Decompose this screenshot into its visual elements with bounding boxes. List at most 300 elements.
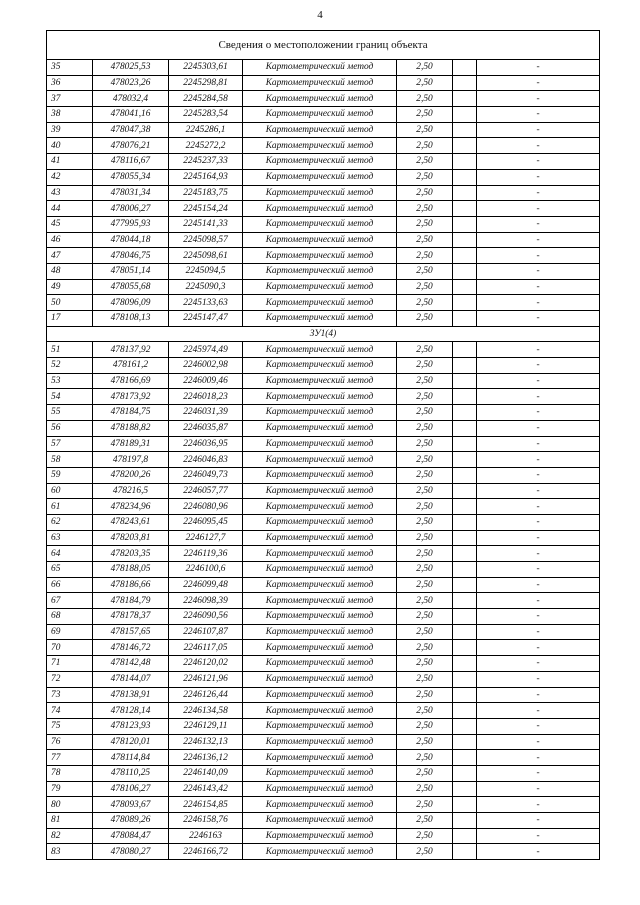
accuracy-cell: 2,50 — [397, 342, 453, 358]
x-coordinate-cell: 478080,27 — [93, 844, 169, 860]
point-number-cell: 50 — [47, 295, 93, 311]
table-title: Сведения о местоположении границ объекта — [47, 31, 600, 60]
description-cell: - — [477, 342, 600, 358]
point-number-cell: 83 — [47, 844, 93, 860]
y-coordinate-cell: 2245283,54 — [169, 107, 243, 123]
y-coordinate-cell: 2246127,7 — [169, 530, 243, 546]
y-coordinate-cell: 2245141,33 — [169, 216, 243, 232]
accuracy-cell: 2,50 — [397, 483, 453, 499]
description-cell: - — [477, 499, 600, 515]
empty-cell — [453, 420, 477, 436]
method-cell: Картометрический метод — [243, 60, 397, 76]
y-coordinate-cell: 2246154,85 — [169, 797, 243, 813]
empty-cell — [453, 593, 477, 609]
x-coordinate-cell: 478114,84 — [93, 750, 169, 766]
accuracy-cell: 2,50 — [397, 656, 453, 672]
accuracy-cell: 2,50 — [397, 122, 453, 138]
empty-cell — [453, 60, 477, 76]
description-cell: - — [477, 122, 600, 138]
table-row — [47, 216, 600, 232]
empty-cell — [453, 169, 477, 185]
method-cell: Картометрический метод — [243, 216, 397, 232]
empty-cell — [453, 342, 477, 358]
description-cell: - — [477, 797, 600, 813]
x-coordinate-cell: 478142,48 — [93, 656, 169, 672]
point-number-cell: 41 — [47, 154, 93, 170]
table-row — [47, 797, 600, 813]
description-cell: - — [477, 311, 600, 327]
x-coordinate-cell: 478234,96 — [93, 499, 169, 515]
x-coordinate-cell: 478178,37 — [93, 609, 169, 625]
table-row — [47, 514, 600, 530]
table-row — [47, 703, 600, 719]
method-cell: Картометрический метод — [243, 750, 397, 766]
x-coordinate-cell: 478116,67 — [93, 154, 169, 170]
method-cell: Картометрический метод — [243, 279, 397, 295]
x-coordinate-cell: 478106,27 — [93, 781, 169, 797]
description-cell: - — [477, 436, 600, 452]
y-coordinate-cell: 2245094,5 — [169, 263, 243, 279]
empty-cell — [453, 562, 477, 578]
x-coordinate-cell: 478031,34 — [93, 185, 169, 201]
point-number-cell: 63 — [47, 530, 93, 546]
accuracy-cell: 2,50 — [397, 75, 453, 91]
method-cell: Картометрический метод — [243, 420, 397, 436]
description-cell: - — [477, 467, 600, 483]
x-coordinate-cell: 478128,14 — [93, 703, 169, 719]
empty-cell — [453, 656, 477, 672]
description-cell: - — [477, 75, 600, 91]
table-title-row — [47, 31, 600, 60]
y-coordinate-cell: 2245147,47 — [169, 311, 243, 327]
empty-cell — [453, 781, 477, 797]
method-cell: Картометрический метод — [243, 813, 397, 829]
accuracy-cell: 2,50 — [397, 201, 453, 217]
method-cell: Картометрический метод — [243, 765, 397, 781]
accuracy-cell: 2,50 — [397, 60, 453, 76]
description-cell: - — [477, 201, 600, 217]
point-number-cell: 68 — [47, 609, 93, 625]
description-cell: - — [477, 577, 600, 593]
accuracy-cell: 2,50 — [397, 593, 453, 609]
empty-cell — [453, 311, 477, 327]
accuracy-cell: 2,50 — [397, 562, 453, 578]
x-coordinate-cell: 478006,27 — [93, 201, 169, 217]
point-number-cell: 77 — [47, 750, 93, 766]
description-cell: - — [477, 373, 600, 389]
y-coordinate-cell: 2245298,81 — [169, 75, 243, 91]
table-row — [47, 765, 600, 781]
table-row — [47, 420, 600, 436]
description-cell: - — [477, 107, 600, 123]
empty-cell — [453, 436, 477, 452]
point-number-cell: 43 — [47, 185, 93, 201]
y-coordinate-cell: 2246120,02 — [169, 656, 243, 672]
method-cell: Картометрический метод — [243, 358, 397, 374]
empty-cell — [453, 546, 477, 562]
point-number-cell: 45 — [47, 216, 93, 232]
x-coordinate-cell: 478120,01 — [93, 734, 169, 750]
empty-cell — [453, 452, 477, 468]
point-number-cell: 49 — [47, 279, 93, 295]
accuracy-cell: 2,50 — [397, 420, 453, 436]
table-row — [47, 844, 600, 860]
table-row — [47, 577, 600, 593]
y-coordinate-cell: 2246136,12 — [169, 750, 243, 766]
y-coordinate-cell: 2245284,58 — [169, 91, 243, 107]
point-number-cell: 70 — [47, 640, 93, 656]
description-cell: - — [477, 765, 600, 781]
accuracy-cell: 2,50 — [397, 436, 453, 452]
method-cell: Картометрический метод — [243, 373, 397, 389]
accuracy-cell: 2,50 — [397, 844, 453, 860]
point-number-cell: 81 — [47, 813, 93, 829]
y-coordinate-cell: 2245974,49 — [169, 342, 243, 358]
x-coordinate-cell: 478044,18 — [93, 232, 169, 248]
method-cell: Картометрический метод — [243, 122, 397, 138]
method-cell: Картометрический метод — [243, 169, 397, 185]
y-coordinate-cell: 2245286,1 — [169, 122, 243, 138]
point-number-cell: 54 — [47, 389, 93, 405]
accuracy-cell: 2,50 — [397, 609, 453, 625]
empty-cell — [453, 640, 477, 656]
x-coordinate-cell: 478055,34 — [93, 169, 169, 185]
empty-cell — [453, 185, 477, 201]
point-number-cell: 76 — [47, 734, 93, 750]
table-row — [47, 452, 600, 468]
description-cell: - — [477, 562, 600, 578]
empty-cell — [453, 279, 477, 295]
empty-cell — [453, 687, 477, 703]
empty-cell — [453, 813, 477, 829]
y-coordinate-cell: 2245303,61 — [169, 60, 243, 76]
description-cell: - — [477, 546, 600, 562]
table-row — [47, 640, 600, 656]
empty-cell — [453, 154, 477, 170]
y-coordinate-cell: 2246031,39 — [169, 405, 243, 421]
description-cell: - — [477, 703, 600, 719]
x-coordinate-cell: 478025,53 — [93, 60, 169, 76]
y-coordinate-cell: 2246121,96 — [169, 671, 243, 687]
method-cell: Картометрический метод — [243, 687, 397, 703]
point-number-cell: 48 — [47, 263, 93, 279]
table-row — [47, 656, 600, 672]
y-coordinate-cell: 2246129,11 — [169, 718, 243, 734]
empty-cell — [453, 201, 477, 217]
table-row — [47, 138, 600, 154]
description-cell: - — [477, 640, 600, 656]
y-coordinate-cell: 2246095,45 — [169, 514, 243, 530]
method-cell: Картометрический метод — [243, 311, 397, 327]
y-coordinate-cell: 2246107,87 — [169, 624, 243, 640]
point-number-cell: 40 — [47, 138, 93, 154]
accuracy-cell: 2,50 — [397, 138, 453, 154]
table-row — [47, 593, 600, 609]
accuracy-cell: 2,50 — [397, 828, 453, 844]
method-cell: Картометрический метод — [243, 514, 397, 530]
description-cell: - — [477, 813, 600, 829]
accuracy-cell: 2,50 — [397, 514, 453, 530]
point-number-cell: 59 — [47, 467, 93, 483]
method-cell: Картометрический метод — [243, 75, 397, 91]
method-cell: Картометрический метод — [243, 640, 397, 656]
description-cell: - — [477, 263, 600, 279]
y-coordinate-cell: 2246002,98 — [169, 358, 243, 374]
y-coordinate-cell: 2246100,6 — [169, 562, 243, 578]
accuracy-cell: 2,50 — [397, 671, 453, 687]
accuracy-cell: 2,50 — [397, 577, 453, 593]
empty-cell — [453, 216, 477, 232]
empty-cell — [453, 734, 477, 750]
accuracy-cell: 2,50 — [397, 107, 453, 123]
x-coordinate-cell: 478032,4 — [93, 91, 169, 107]
point-number-cell: 72 — [47, 671, 93, 687]
y-coordinate-cell: 2246036,95 — [169, 436, 243, 452]
description-cell: - — [477, 405, 600, 421]
accuracy-cell: 2,50 — [397, 295, 453, 311]
method-cell: Картометрический метод — [243, 656, 397, 672]
accuracy-cell: 2,50 — [397, 781, 453, 797]
empty-cell — [453, 718, 477, 734]
description-cell: - — [477, 828, 600, 844]
point-number-cell: 52 — [47, 358, 93, 374]
x-coordinate-cell: 478123,93 — [93, 718, 169, 734]
x-coordinate-cell: 478173,92 — [93, 389, 169, 405]
x-coordinate-cell: 478076,21 — [93, 138, 169, 154]
y-coordinate-cell: 2246080,96 — [169, 499, 243, 515]
table-row — [47, 436, 600, 452]
method-cell: Картометрический метод — [243, 718, 397, 734]
empty-cell — [453, 624, 477, 640]
description-cell: - — [477, 420, 600, 436]
empty-cell — [453, 844, 477, 860]
y-coordinate-cell: 2246134,58 — [169, 703, 243, 719]
boundary-coordinates-table — [46, 30, 600, 860]
point-number-cell: 64 — [47, 546, 93, 562]
accuracy-cell: 2,50 — [397, 546, 453, 562]
section-row — [47, 326, 600, 342]
table-row — [47, 734, 600, 750]
x-coordinate-cell: 478157,65 — [93, 624, 169, 640]
method-cell: Картометрический метод — [243, 91, 397, 107]
method-cell: Картометрический метод — [243, 467, 397, 483]
table-row — [47, 311, 600, 327]
accuracy-cell: 2,50 — [397, 467, 453, 483]
x-coordinate-cell: 478161,2 — [93, 358, 169, 374]
point-number-cell: 75 — [47, 718, 93, 734]
table-row — [47, 263, 600, 279]
table-row — [47, 405, 600, 421]
accuracy-cell: 2,50 — [397, 687, 453, 703]
method-cell: Картометрический метод — [243, 185, 397, 201]
empty-cell — [453, 514, 477, 530]
method-cell: Картометрический метод — [243, 295, 397, 311]
description-cell: - — [477, 452, 600, 468]
table-row — [47, 750, 600, 766]
empty-cell — [453, 467, 477, 483]
x-coordinate-cell: 478200,26 — [93, 467, 169, 483]
empty-cell — [453, 530, 477, 546]
point-number-cell: 55 — [47, 405, 93, 421]
method-cell: Картометрический метод — [243, 546, 397, 562]
description-cell: - — [477, 169, 600, 185]
table-row — [47, 813, 600, 829]
method-cell: Картометрический метод — [243, 499, 397, 515]
empty-cell — [453, 389, 477, 405]
page-number: 4 — [317, 9, 323, 21]
description-cell: - — [477, 671, 600, 687]
table-row — [47, 122, 600, 138]
method-cell: Картометрический метод — [243, 389, 397, 405]
empty-cell — [453, 750, 477, 766]
point-number-cell: 65 — [47, 562, 93, 578]
x-coordinate-cell: 478110,25 — [93, 765, 169, 781]
y-coordinate-cell: 2246140,09 — [169, 765, 243, 781]
table-row — [47, 483, 600, 499]
table-row — [47, 718, 600, 734]
point-number-cell: 69 — [47, 624, 93, 640]
method-cell: Картометрический метод — [243, 671, 397, 687]
table-row — [47, 295, 600, 311]
description-cell: - — [477, 609, 600, 625]
empty-cell — [453, 577, 477, 593]
accuracy-cell: 2,50 — [397, 703, 453, 719]
y-coordinate-cell: 2246126,44 — [169, 687, 243, 703]
x-coordinate-cell: 478041,16 — [93, 107, 169, 123]
accuracy-cell: 2,50 — [397, 185, 453, 201]
method-cell: Картометрический метод — [243, 436, 397, 452]
table-row — [47, 546, 600, 562]
table-row — [47, 467, 600, 483]
y-coordinate-cell: 2245272,2 — [169, 138, 243, 154]
point-number-cell: 80 — [47, 797, 93, 813]
method-cell: Картометрический метод — [243, 844, 397, 860]
method-cell: Картометрический метод — [243, 201, 397, 217]
point-number-cell: 42 — [47, 169, 93, 185]
y-coordinate-cell: 2246132,13 — [169, 734, 243, 750]
empty-cell — [453, 75, 477, 91]
table-row — [47, 499, 600, 515]
point-number-cell: 47 — [47, 248, 93, 264]
method-cell: Картометрический метод — [243, 248, 397, 264]
y-coordinate-cell: 2246098,39 — [169, 593, 243, 609]
point-number-cell: 44 — [47, 201, 93, 217]
x-coordinate-cell: 478137,92 — [93, 342, 169, 358]
description-cell: - — [477, 279, 600, 295]
method-cell: Картометрический метод — [243, 577, 397, 593]
table-row — [47, 828, 600, 844]
point-number-cell: 35 — [47, 60, 93, 76]
accuracy-cell: 2,50 — [397, 530, 453, 546]
point-number-cell: 66 — [47, 577, 93, 593]
x-coordinate-cell: 478243,61 — [93, 514, 169, 530]
table-row — [47, 232, 600, 248]
x-coordinate-cell: 478055,68 — [93, 279, 169, 295]
point-number-cell: 62 — [47, 514, 93, 530]
description-cell: - — [477, 844, 600, 860]
empty-cell — [453, 828, 477, 844]
x-coordinate-cell: 478216,5 — [93, 483, 169, 499]
method-cell: Картометрический метод — [243, 703, 397, 719]
y-coordinate-cell: 2246158,76 — [169, 813, 243, 829]
y-coordinate-cell: 2245133,63 — [169, 295, 243, 311]
point-number-cell: 38 — [47, 107, 93, 123]
x-coordinate-cell: 478184,79 — [93, 593, 169, 609]
empty-cell — [453, 138, 477, 154]
point-number-cell: 56 — [47, 420, 93, 436]
table-row — [47, 342, 600, 358]
description-cell: - — [477, 656, 600, 672]
x-coordinate-cell: 478166,69 — [93, 373, 169, 389]
method-cell: Картометрический метод — [243, 593, 397, 609]
point-number-cell: 58 — [47, 452, 93, 468]
description-cell: - — [477, 248, 600, 264]
x-coordinate-cell: 478188,82 — [93, 420, 169, 436]
method-cell: Картометрический метод — [243, 530, 397, 546]
description-cell: - — [477, 358, 600, 374]
description-cell: - — [477, 593, 600, 609]
y-coordinate-cell: 2245098,61 — [169, 248, 243, 264]
y-coordinate-cell: 2246046,83 — [169, 452, 243, 468]
method-cell: Картометрический метод — [243, 781, 397, 797]
x-coordinate-cell: 478096,09 — [93, 295, 169, 311]
method-cell: Картометрический метод — [243, 609, 397, 625]
method-cell: Картометрический метод — [243, 734, 397, 750]
empty-cell — [453, 765, 477, 781]
accuracy-cell: 2,50 — [397, 373, 453, 389]
y-coordinate-cell: 2245098,57 — [169, 232, 243, 248]
empty-cell — [453, 107, 477, 123]
y-coordinate-cell: 2246119,36 — [169, 546, 243, 562]
description-cell: - — [477, 154, 600, 170]
accuracy-cell: 2,50 — [397, 91, 453, 107]
empty-cell — [453, 122, 477, 138]
section-label: ЗУ1(4) — [47, 326, 600, 342]
table-row — [47, 60, 600, 76]
table-row — [47, 185, 600, 201]
y-coordinate-cell: 2246117,05 — [169, 640, 243, 656]
table-row — [47, 389, 600, 405]
accuracy-cell: 2,50 — [397, 624, 453, 640]
method-cell: Картометрический метод — [243, 452, 397, 468]
accuracy-cell: 2,50 — [397, 311, 453, 327]
x-coordinate-cell: 478197,8 — [93, 452, 169, 468]
description-cell: - — [477, 295, 600, 311]
description-cell: - — [477, 530, 600, 546]
table-row — [47, 75, 600, 91]
accuracy-cell: 2,50 — [397, 389, 453, 405]
point-number-cell: 17 — [47, 311, 93, 327]
table-row — [47, 373, 600, 389]
method-cell: Картометрический метод — [243, 154, 397, 170]
description-cell: - — [477, 718, 600, 734]
y-coordinate-cell: 2246143,42 — [169, 781, 243, 797]
table-row — [47, 781, 600, 797]
point-number-cell: 39 — [47, 122, 93, 138]
table-row — [47, 279, 600, 295]
x-coordinate-cell: 478093,67 — [93, 797, 169, 813]
method-cell: Картометрический метод — [243, 405, 397, 421]
empty-cell — [453, 671, 477, 687]
y-coordinate-cell: 2245183,75 — [169, 185, 243, 201]
description-cell: - — [477, 687, 600, 703]
table-row — [47, 358, 600, 374]
y-coordinate-cell: 2246035,87 — [169, 420, 243, 436]
table-row — [47, 107, 600, 123]
accuracy-cell: 2,50 — [397, 734, 453, 750]
accuracy-cell: 2,50 — [397, 154, 453, 170]
point-number-cell: 74 — [47, 703, 93, 719]
